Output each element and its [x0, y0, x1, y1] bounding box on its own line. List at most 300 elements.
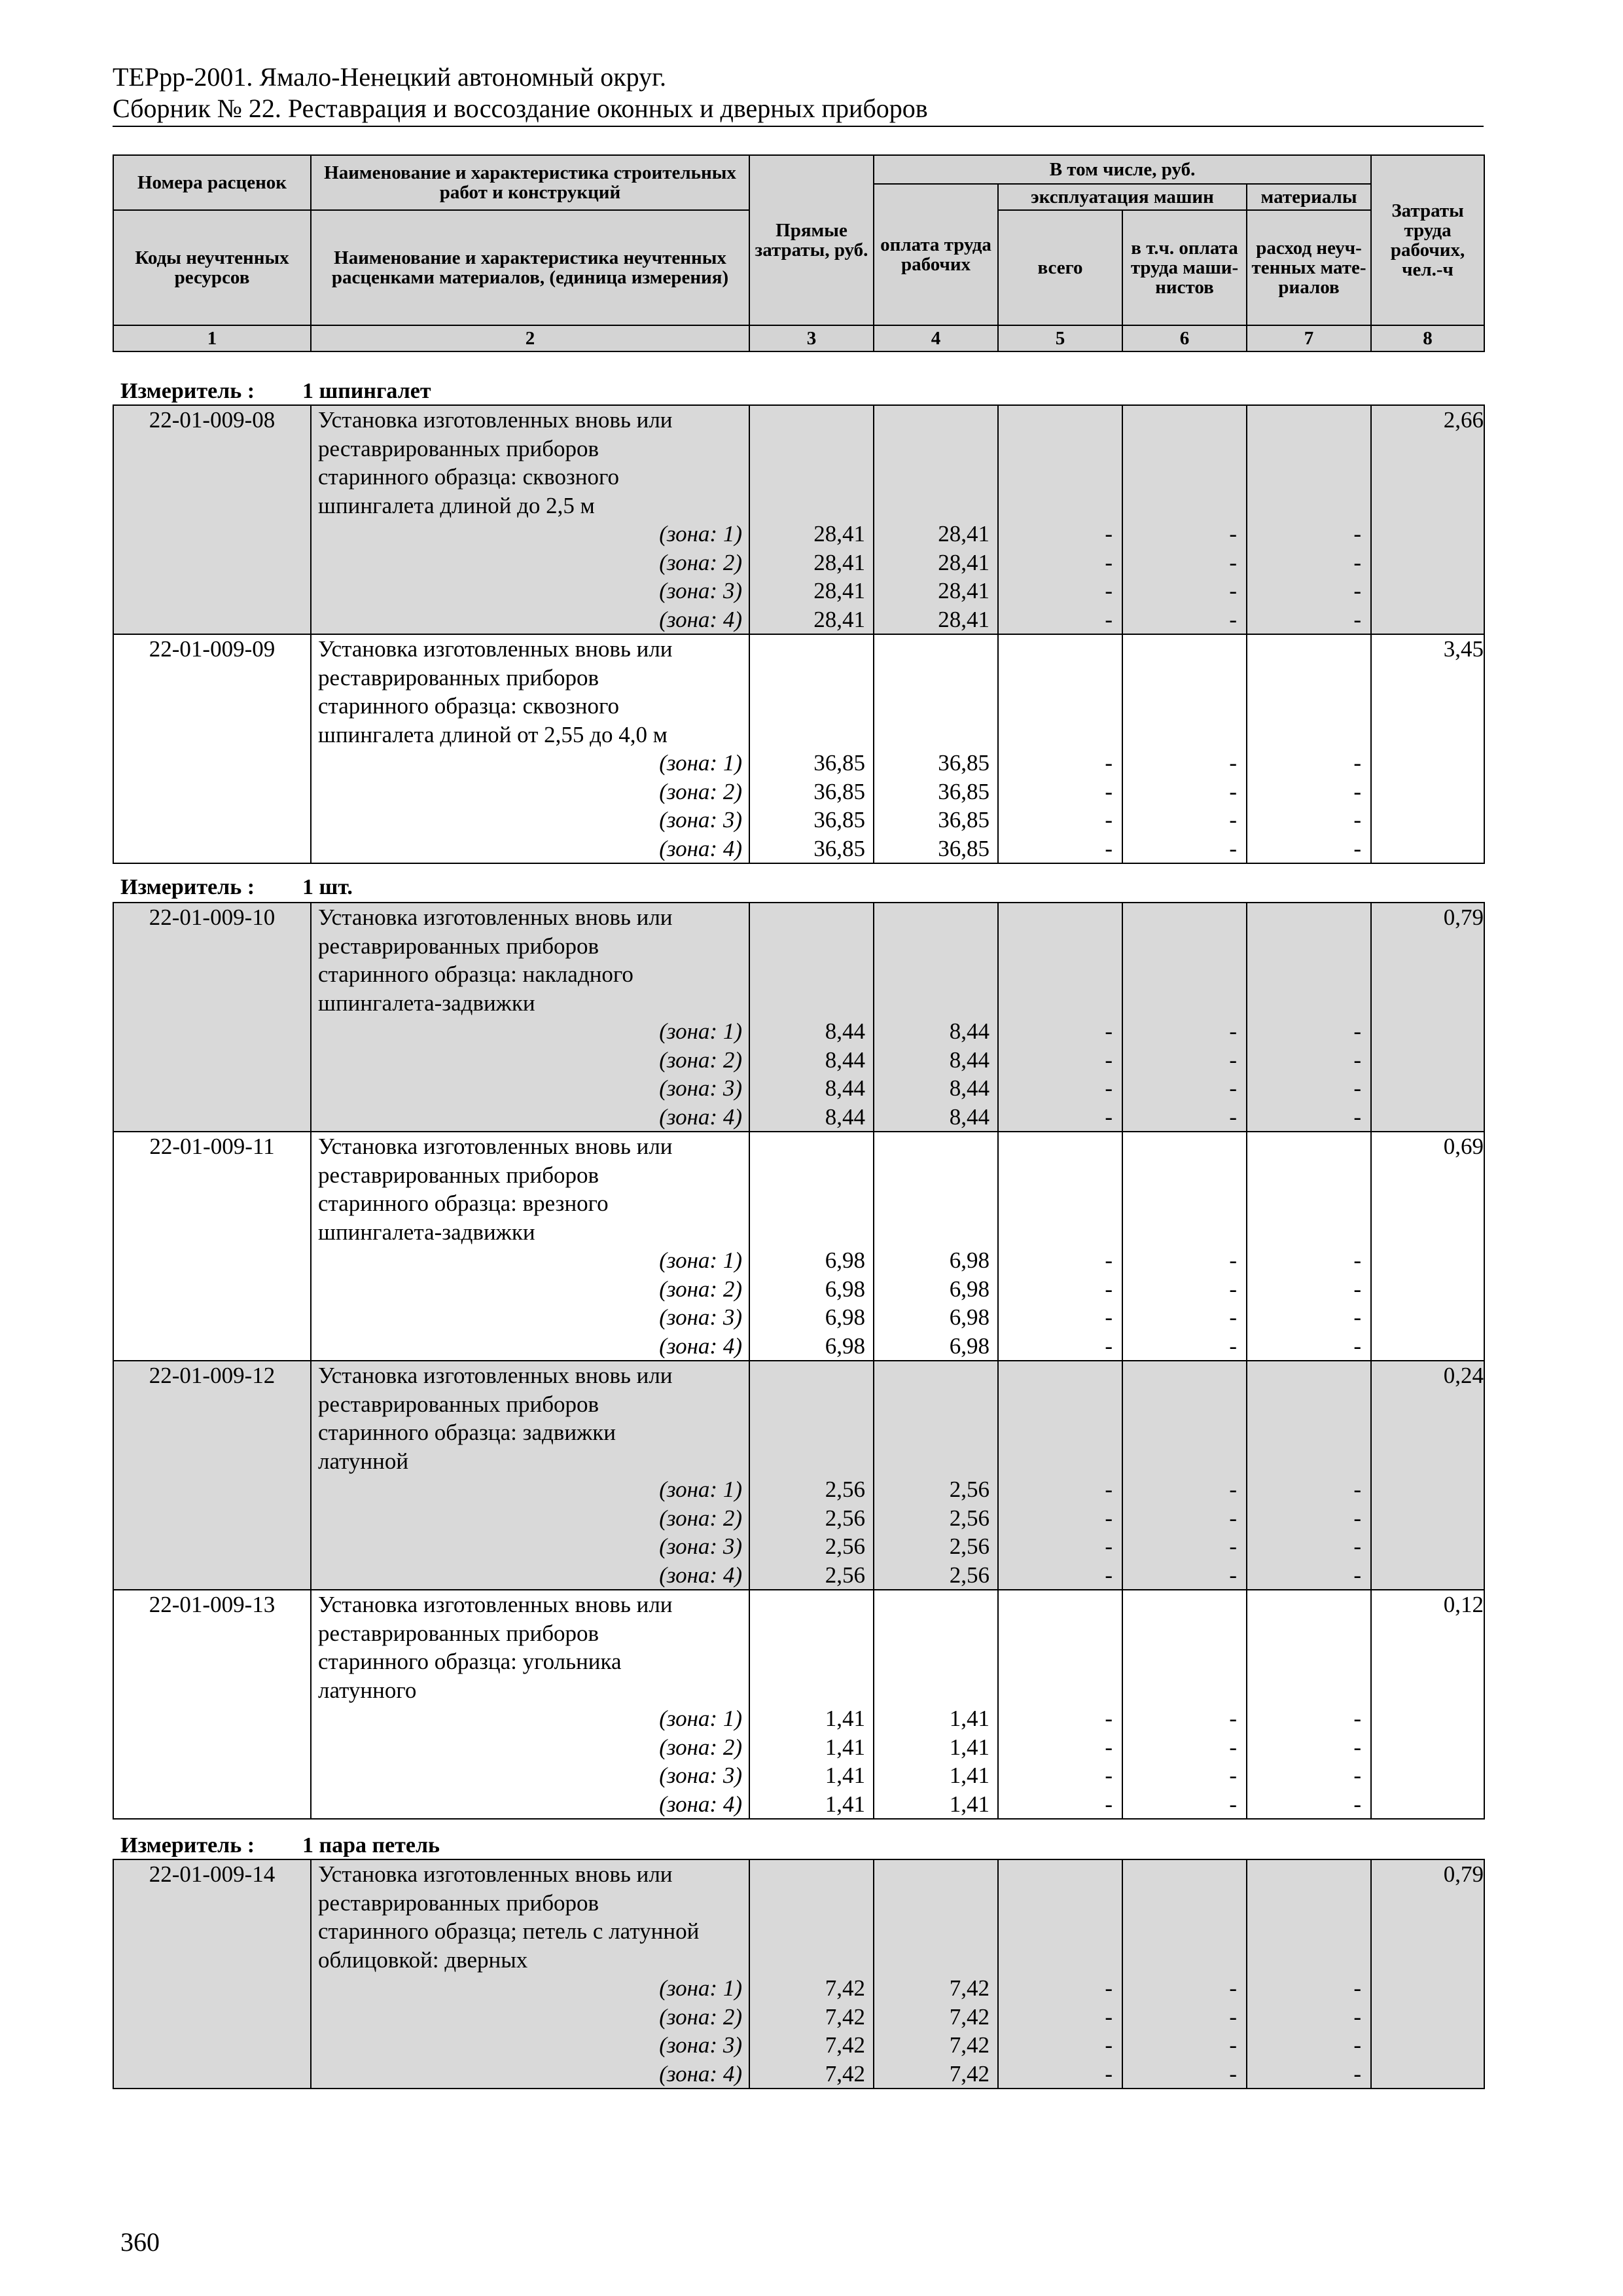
description-spacer [874, 1860, 997, 1974]
machine-total-value: - [1105, 1477, 1113, 1502]
worker-pay-value: 1,41 [949, 1706, 990, 1731]
description-line: реставрированных приборов [318, 664, 599, 691]
worker-pay-value: 28,41 [938, 578, 990, 603]
operator-pay-value: - [1229, 1706, 1237, 1731]
operator-pay-value: - [1229, 521, 1237, 547]
labor-cost-cell [1371, 1132, 1484, 1361]
materials-value-cell [1247, 634, 1371, 863]
description-line: старинного образца: угольника [318, 1649, 622, 1674]
header-direct-costs: Прямые затраты, руб. [749, 155, 874, 325]
zone-label: (зона: 1) [659, 1247, 742, 1273]
direct-cost-value-cell [749, 903, 874, 1132]
worker-pay-value: 8,44 [949, 1047, 990, 1073]
description-spacer [1247, 1361, 1370, 1475]
worker-pay-value: 36,85 [938, 807, 990, 833]
measure-line [120, 1833, 440, 1859]
machine-total-value: - [1105, 1047, 1113, 1073]
materials-value: - [1353, 1562, 1361, 1588]
description-spacer [1247, 1590, 1370, 1704]
description-spacer [999, 1590, 1122, 1704]
table-row [113, 1361, 1484, 1590]
operator-pay-value-cell [1122, 1859, 1247, 2089]
direct-cost-value: 2,56 [825, 1534, 865, 1559]
description-line: Установка изготовленных вновь или [318, 1861, 673, 1887]
zone-label: (зона: 3) [659, 807, 742, 833]
description-spacer [999, 1132, 1122, 1246]
description-spacer [1123, 1132, 1246, 1246]
operator-pay-value: - [1229, 549, 1237, 575]
materials-value: - [1353, 1763, 1361, 1788]
description-spacer [750, 1132, 873, 1246]
machine-total-value-cell [998, 634, 1122, 863]
header-machine-operation: эксплуатация машин [998, 184, 1247, 210]
worker-pay-value: 1,41 [949, 1791, 990, 1817]
header-work-name: Наименование и характеристика строительных работ и конструкций [311, 155, 749, 210]
direct-cost-value: 6,98 [825, 1333, 865, 1359]
zone-label: (зона: 1) [659, 750, 742, 776]
column-number: 2 [311, 325, 749, 351]
header-labor-costs: Затраты труда рабочих, чел.-ч [1371, 155, 1484, 325]
machine-total-value-cell [998, 1859, 1122, 2089]
zone-label: (зона: 4) [659, 606, 742, 632]
table-row [113, 1859, 1484, 2089]
zone-label: (зона: 1) [659, 1706, 742, 1731]
machine-total-value: - [1105, 1975, 1113, 2001]
materials-value: - [1353, 1047, 1361, 1073]
worker-pay-value: 28,41 [938, 521, 990, 547]
column-number: 1 [113, 325, 311, 351]
machine-total-value: - [1105, 578, 1113, 603]
header-including: В том числе, руб. [874, 155, 1371, 184]
worker-pay-value: 36,85 [938, 778, 990, 804]
rate-description-cell [311, 634, 749, 863]
direct-cost-value: 36,85 [813, 807, 865, 833]
description-spacer [874, 1590, 997, 1704]
direct-cost-value: 8,44 [825, 1103, 865, 1130]
rate-code: 22-01-009-09 [149, 636, 276, 662]
description-spacer [1123, 1361, 1246, 1475]
direct-cost-value: 7,42 [825, 2032, 865, 2058]
description-spacer [999, 406, 1122, 520]
direct-cost-value: 1,41 [825, 1763, 865, 1788]
description-line: шпингалета длиной до 2,5 м [318, 492, 595, 518]
labor-cost-value: 0,79 [1443, 905, 1484, 930]
zone-label: (зона: 2) [659, 2003, 742, 2030]
description-spacer [999, 903, 1122, 1017]
labor-cost-cell [1371, 1361, 1484, 1590]
labor-cost-value: 2,66 [1443, 407, 1484, 433]
labor-cost-cell [1371, 903, 1484, 1132]
description-line: старинного образца; петель с латунной [318, 1918, 700, 1944]
worker-pay-value: 2,56 [949, 1477, 990, 1502]
worker-pay-value: 7,42 [949, 1975, 990, 2001]
direct-cost-value: 2,56 [825, 1505, 865, 1531]
zone-label: (зона: 3) [659, 2032, 742, 2058]
machine-total-value: - [1105, 1505, 1113, 1531]
page-number: 360 [120, 2227, 160, 2257]
measure-unit: 1 шпингалет [302, 379, 431, 403]
measure-label: Измеритель : [120, 1833, 255, 1857]
operator-pay-value: - [1229, 1247, 1237, 1273]
description-line: Установка изготовленных вновь или [318, 636, 673, 662]
description-spacer [1247, 903, 1370, 1017]
header-machine-total: всего [998, 210, 1122, 325]
description-spacer [1123, 903, 1246, 1017]
table-row [113, 405, 1484, 634]
rate-code: 22-01-009-08 [149, 407, 276, 433]
operator-pay-value-cell [1122, 903, 1247, 1132]
materials-value: - [1353, 1534, 1361, 1559]
zone-label: (зона: 3) [659, 1534, 742, 1559]
column-number: 6 [1122, 325, 1247, 351]
machine-total-value: - [1105, 778, 1113, 804]
description-spacer [1247, 1132, 1370, 1246]
description-spacer [999, 1361, 1122, 1475]
operator-pay-value: - [1229, 1304, 1237, 1330]
materials-value-cell [1247, 1361, 1371, 1590]
materials-value: - [1353, 778, 1361, 804]
header-unaccounted-materials-name: Наименование и характеристика неучтенных расценками материалов, (единица измерения) [311, 210, 749, 325]
direct-cost-value: 7,42 [825, 1975, 865, 2001]
worker-pay-value: 1,41 [949, 1734, 990, 1760]
machine-total-value: - [1105, 521, 1113, 547]
worker-pay-value: 7,42 [949, 2003, 990, 2030]
operator-pay-value-cell [1122, 405, 1247, 634]
rate-code-cell [113, 405, 311, 634]
zone-label: (зона: 1) [659, 1477, 742, 1502]
worker-pay-value: 36,85 [938, 750, 990, 776]
direct-cost-value: 6,98 [825, 1276, 865, 1302]
description-spacer [874, 1361, 997, 1475]
direct-cost-value: 6,98 [825, 1247, 865, 1273]
zone-label: (зона: 2) [659, 1734, 742, 1760]
operator-pay-value: - [1229, 2003, 1237, 2030]
operator-pay-value: - [1229, 578, 1237, 603]
operator-pay-value: - [1229, 1791, 1237, 1817]
labor-cost-cell [1371, 1590, 1484, 1819]
rate-description-cell [311, 405, 749, 634]
direct-cost-value: 36,85 [813, 778, 865, 804]
materials-value-cell [1247, 1132, 1371, 1361]
column-number: 3 [749, 325, 874, 351]
description-line: старинного образца: сквозного [318, 464, 619, 490]
materials-value: - [1353, 1791, 1361, 1817]
worker-pay-value-cell [874, 1132, 998, 1361]
machine-total-value: - [1105, 2060, 1113, 2087]
zone-label: (зона: 3) [659, 578, 742, 603]
direct-cost-value: 6,98 [825, 1304, 865, 1330]
rate-description-cell [311, 1361, 749, 1590]
zone-label: (зона: 3) [659, 1304, 742, 1330]
zone-label: (зона: 4) [659, 1562, 742, 1588]
materials-value: - [1353, 1276, 1361, 1302]
description-spacer [1247, 635, 1370, 749]
machine-total-value: - [1105, 1018, 1113, 1044]
column-number: 4 [874, 325, 998, 351]
rate-code: 22-01-009-11 [149, 1134, 275, 1159]
table-row [113, 1132, 1484, 1361]
description-line: старинного образца: задвижки [318, 1420, 616, 1445]
materials-value: - [1353, 606, 1361, 632]
materials-value: - [1353, 1975, 1361, 2001]
description-spacer [750, 1590, 873, 1704]
description-spacer [874, 1132, 997, 1246]
operator-pay-value: - [1229, 835, 1237, 861]
zone-label: (зона: 2) [659, 778, 742, 804]
materials-value: - [1353, 807, 1361, 833]
machine-total-value: - [1105, 1734, 1113, 1760]
description-spacer [874, 635, 997, 749]
rate-code-cell [113, 634, 311, 863]
direct-cost-value: 8,44 [825, 1075, 865, 1101]
table-header [113, 154, 1485, 352]
operator-pay-value: - [1229, 1103, 1237, 1130]
zone-label: (зона: 1) [659, 1018, 742, 1044]
materials-value: - [1353, 2060, 1361, 2087]
direct-cost-value-cell [749, 634, 874, 863]
rate-code-cell [113, 1132, 311, 1361]
rate-code: 22-01-009-14 [149, 1861, 276, 1887]
rate-description-cell [311, 1859, 749, 2089]
description-line: шпингалета длиной от 2,55 до 4,0 м [318, 721, 668, 747]
description-spacer [999, 635, 1122, 749]
operator-pay-value-cell [1122, 1361, 1247, 1590]
materials-value: - [1353, 1734, 1361, 1760]
measure-label: Измеритель : [120, 379, 255, 403]
measure-label: Измеритель : [120, 875, 255, 899]
machine-total-value-cell [998, 405, 1122, 634]
operator-pay-value: - [1229, 750, 1237, 776]
direct-cost-value: 1,41 [825, 1734, 865, 1760]
operator-pay-value: - [1229, 1276, 1237, 1302]
rate-code-cell [113, 1361, 311, 1590]
operator-pay-value: - [1229, 2032, 1237, 2058]
operator-pay-value: - [1229, 1763, 1237, 1788]
materials-value: - [1353, 835, 1361, 861]
rate-code-cell [113, 903, 311, 1132]
worker-pay-value-cell [874, 1361, 998, 1590]
measure-line [120, 874, 353, 901]
description-line: реставрированных приборов [318, 1391, 599, 1417]
header-rate-numbers: Номера расценок [113, 155, 311, 210]
description-line: шпингалета-задвижки [318, 1219, 535, 1245]
description-line: реставрированных приборов [318, 1620, 599, 1646]
labor-cost-cell [1371, 405, 1484, 634]
header-unaccounted-consumption: расход неуч-тенных мате-риалов [1247, 210, 1371, 325]
table-row [113, 1590, 1484, 1819]
direct-cost-value-cell [749, 405, 874, 634]
operator-pay-value: - [1229, 606, 1237, 632]
labor-cost-value: 0,69 [1443, 1134, 1484, 1159]
worker-pay-value-cell [874, 903, 998, 1132]
rates-table [113, 902, 1485, 1820]
direct-cost-value: 2,56 [825, 1477, 865, 1502]
rate-code-cell [113, 1859, 311, 2089]
worker-pay-value: 28,41 [938, 606, 990, 632]
zone-label: (зона: 4) [659, 1791, 742, 1817]
labor-cost-value: 0,24 [1443, 1363, 1484, 1388]
materials-value: - [1353, 2032, 1361, 2058]
machine-total-value: - [1105, 1276, 1113, 1302]
machine-total-value-cell [998, 903, 1122, 1132]
machine-total-value: - [1105, 1791, 1113, 1817]
running-header-collection: Сборник № 22. Реставрация и воссоздание оконных и дверных приборов [113, 94, 928, 123]
description-spacer [874, 406, 997, 520]
worker-pay-value-cell [874, 1590, 998, 1819]
worker-pay-value: 7,42 [949, 2032, 990, 2058]
machine-total-value: - [1105, 1103, 1113, 1130]
operator-pay-value: - [1229, 778, 1237, 804]
description-line: Установка изготовленных вновь или [318, 407, 673, 433]
measure-line [120, 378, 431, 404]
description-line: латунной [318, 1448, 409, 1474]
worker-pay-value: 2,56 [949, 1562, 990, 1588]
machine-total-value: - [1105, 606, 1113, 632]
worker-pay-value: 6,98 [949, 1333, 990, 1359]
direct-cost-value-cell [749, 1859, 874, 2089]
worker-pay-value-cell [874, 634, 998, 863]
materials-value: - [1353, 1706, 1361, 1731]
direct-cost-value: 28,41 [813, 578, 865, 603]
description-spacer [1247, 1860, 1370, 1974]
worker-pay-value: 6,98 [949, 1276, 990, 1302]
measure-unit: 1 пара петель [302, 1833, 440, 1857]
machine-total-value-cell [998, 1361, 1122, 1590]
materials-value: - [1353, 1247, 1361, 1273]
labor-cost-value: 0,12 [1443, 1592, 1484, 1617]
operator-pay-value: - [1229, 1562, 1237, 1588]
description-line: латунного [318, 1677, 417, 1703]
header-unaccounted-codes: Коды неучтенных ресурсов [113, 210, 311, 325]
worker-pay-value: 36,85 [938, 835, 990, 861]
description-spacer [750, 1860, 873, 1974]
machine-total-value: - [1105, 1534, 1113, 1559]
column-number: 7 [1247, 325, 1371, 351]
direct-cost-value-cell [749, 1590, 874, 1819]
rate-code: 22-01-009-10 [149, 905, 276, 930]
description-spacer [1123, 1590, 1246, 1704]
rate-code-cell [113, 1590, 311, 1819]
description-line: реставрированных приборов [318, 933, 599, 959]
materials-value: - [1353, 549, 1361, 575]
direct-cost-value: 28,41 [813, 606, 865, 632]
description-spacer [750, 635, 873, 749]
description-spacer [1247, 406, 1370, 520]
description-line: старинного образца: врезного [318, 1191, 609, 1216]
description-spacer [750, 903, 873, 1017]
zone-label: (зона: 4) [659, 835, 742, 861]
machine-total-value: - [1105, 1333, 1113, 1359]
column-number: 5 [998, 325, 1122, 351]
materials-value: - [1353, 578, 1361, 603]
direct-cost-value: 8,44 [825, 1018, 865, 1044]
worker-pay-value: 6,98 [949, 1304, 990, 1330]
header-operator-pay: в т.ч. оплата труда маши-нистов [1122, 210, 1247, 325]
machine-total-value: - [1105, 1763, 1113, 1788]
direct-cost-value: 28,41 [813, 549, 865, 575]
description-line: Установка изготовленных вновь или [318, 1592, 673, 1617]
table-row [113, 634, 1484, 863]
operator-pay-value: - [1229, 1075, 1237, 1101]
zone-label: (зона: 2) [659, 1505, 742, 1531]
operator-pay-value: - [1229, 1975, 1237, 2001]
operator-pay-value: - [1229, 1505, 1237, 1531]
operator-pay-value: - [1229, 807, 1237, 833]
rate-description-cell [311, 903, 749, 1132]
column-number: 8 [1371, 325, 1484, 351]
direct-cost-value: 36,85 [813, 750, 865, 776]
description-spacer [1123, 1860, 1246, 1974]
worker-pay-value: 7,42 [949, 2060, 990, 2087]
machine-total-value: - [1105, 807, 1113, 833]
description-spacer [1123, 635, 1246, 749]
direct-cost-value: 8,44 [825, 1047, 865, 1073]
worker-pay-value: 2,56 [949, 1505, 990, 1531]
operator-pay-value-cell [1122, 1590, 1247, 1819]
materials-value: - [1353, 750, 1361, 776]
direct-cost-value: 7,42 [825, 2060, 865, 2087]
direct-cost-value: 7,42 [825, 2003, 865, 2030]
description-spacer [874, 903, 997, 1017]
running-header-title: ТЕРрр-2001. Ямало-Ненецкий автономный округ. [113, 62, 667, 92]
zone-label: (зона: 2) [659, 1276, 742, 1302]
description-line: старинного образца: накладного [318, 961, 633, 987]
zone-label: (зона: 4) [659, 1333, 742, 1359]
materials-value-cell [1247, 903, 1371, 1132]
description-line: реставрированных приборов [318, 1890, 599, 1916]
materials-value: - [1353, 1018, 1361, 1044]
machine-total-value: - [1105, 1075, 1113, 1101]
materials-value: - [1353, 1333, 1361, 1359]
machine-total-value: - [1105, 1562, 1113, 1588]
materials-value-cell [1247, 1859, 1371, 2089]
zone-label: (зона: 2) [659, 1047, 742, 1073]
rate-description-cell [311, 1132, 749, 1361]
direct-cost-value: 2,56 [825, 1562, 865, 1588]
rates-table [113, 1859, 1485, 2089]
operator-pay-value: - [1229, 1734, 1237, 1760]
header-materials: материалы [1247, 184, 1371, 210]
machine-total-value-cell [998, 1132, 1122, 1361]
materials-value: - [1353, 2003, 1361, 2030]
zone-label: (зона: 4) [659, 1103, 742, 1130]
description-line: реставрированных приборов [318, 1162, 599, 1188]
materials-value: - [1353, 521, 1361, 547]
table-row [113, 903, 1484, 1132]
labor-cost-value: 3,45 [1443, 636, 1484, 662]
rate-code: 22-01-009-13 [149, 1592, 276, 1617]
description-spacer [999, 1860, 1122, 1974]
zone-label: (зона: 3) [659, 1075, 742, 1101]
description-line: шпингалета-задвижки [318, 990, 535, 1016]
description-line: Установка изготовленных вновь или [318, 905, 673, 930]
machine-total-value: - [1105, 750, 1113, 776]
machine-total-value: - [1105, 835, 1113, 861]
zone-label: (зона: 4) [659, 2060, 742, 2087]
machine-total-value: - [1105, 1304, 1113, 1330]
operator-pay-value: - [1229, 1333, 1237, 1359]
machine-total-value: - [1105, 1247, 1113, 1273]
measure-unit: 1 шт. [302, 875, 353, 899]
materials-value-cell [1247, 1590, 1371, 1819]
direct-cost-value: 28,41 [813, 521, 865, 547]
machine-total-value: - [1105, 1706, 1113, 1731]
materials-value: - [1353, 1477, 1361, 1502]
description-line: Установка изготовленных вновь или [318, 1363, 673, 1388]
operator-pay-value-cell [1122, 634, 1247, 863]
header-rule [113, 126, 1484, 127]
direct-cost-value-cell [749, 1361, 874, 1590]
